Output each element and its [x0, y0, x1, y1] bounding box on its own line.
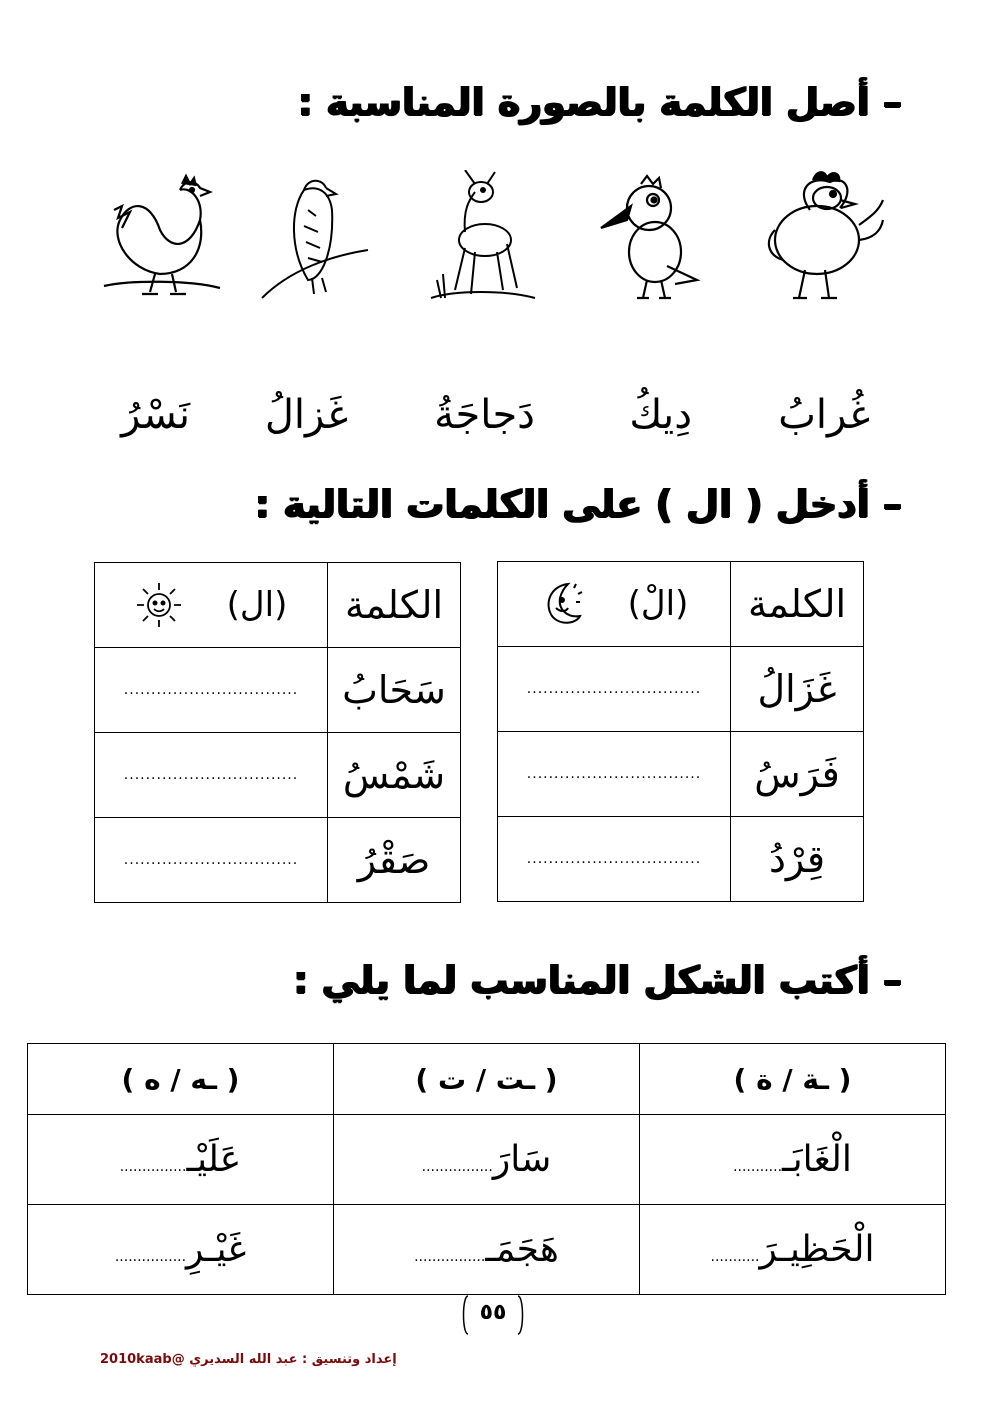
exercise-word: الْغَابَـ	[782, 1139, 852, 1180]
table-row	[95, 648, 461, 733]
rooster-picture[interactable]	[755, 170, 885, 305]
exercise-cell[interactable]	[28, 1205, 334, 1295]
word-cell: غَزَالُ	[731, 647, 864, 732]
answer-blank[interactable]: ................................	[95, 818, 328, 903]
al-label: (الْ)	[627, 584, 689, 624]
col-word-header: الكلمة	[731, 562, 864, 647]
answer-blank[interactable]: ...........	[733, 1159, 783, 1175]
al-label: (ال)	[226, 585, 288, 625]
shape-table	[27, 1043, 946, 1295]
words-row	[110, 392, 870, 452]
answer-blank[interactable]: ................................	[498, 732, 731, 817]
answer-blank[interactable]: ................	[114, 1249, 187, 1265]
table-header-row	[498, 562, 864, 647]
word-ghurab[interactable]: غُرابُ	[778, 392, 870, 438]
word-deek[interactable]: دِيكُ	[629, 392, 692, 438]
word-ghazal[interactable]: غَزالُ	[264, 392, 348, 438]
page-number-text: ٥٥	[479, 1300, 507, 1325]
word-cell: سَحَابُ	[328, 648, 461, 733]
table-row	[28, 1115, 946, 1205]
answer-blank[interactable]: ...............	[119, 1159, 187, 1175]
exercise-cell[interactable]	[28, 1115, 334, 1205]
word-cell: شَمْسُ	[328, 733, 461, 818]
word-cell: فَرَسُ	[731, 732, 864, 817]
deer-picture[interactable]	[425, 170, 540, 305]
crow-picture[interactable]	[597, 170, 707, 305]
hen-picture[interactable]	[100, 170, 225, 305]
answer-blank[interactable]: ................................	[95, 733, 328, 818]
section3-heading: – أكتب الشكل المناسب لما يلي :	[293, 958, 902, 1002]
word-dajaja[interactable]: دَجاجَةُ	[434, 392, 535, 438]
header-ta-marbuta: ( ـة / ة )	[640, 1044, 946, 1115]
table-row	[95, 818, 461, 903]
table-row	[498, 732, 864, 817]
table-header-row	[28, 1044, 946, 1115]
header-ha: ( ـه / ه )	[28, 1044, 334, 1115]
col-al-header	[95, 563, 328, 648]
col-al-header	[498, 562, 731, 647]
exercise-cell[interactable]	[640, 1205, 946, 1295]
answer-blank[interactable]: ................................	[95, 648, 328, 733]
sun-icon	[135, 581, 183, 629]
answer-blank[interactable]: ................................	[498, 817, 731, 902]
exercise-word: الْحَظِيـرَ	[759, 1229, 875, 1270]
page-number	[458, 1294, 528, 1336]
answer-blank[interactable]: ................................	[498, 647, 731, 732]
exercise-cell[interactable]	[334, 1205, 640, 1295]
table-header-row	[95, 563, 461, 648]
table-row	[498, 817, 864, 902]
table-row	[498, 647, 864, 732]
answer-blank[interactable]: ................	[414, 1249, 486, 1265]
exercise-word: عَلَيْـ	[186, 1139, 242, 1180]
al-table-moon	[497, 561, 864, 902]
exercise-word: هَجَمَـ	[485, 1229, 559, 1270]
pictures-row	[100, 170, 900, 310]
word-cell: قِرْدُ	[731, 817, 864, 902]
word-nasr[interactable]: نَسْرُ	[121, 392, 190, 438]
header-ta-maftuha: ( ـت / ت )	[334, 1044, 640, 1115]
answer-blank[interactable]: ................	[421, 1159, 493, 1175]
eagle-picture[interactable]	[260, 170, 370, 305]
col-word-header: الكلمة	[328, 563, 461, 648]
al-table-sun	[94, 562, 461, 903]
table-row	[28, 1205, 946, 1295]
section2-heading: – أدخل ( ال ) على الكلمات التالية :	[254, 482, 902, 526]
word-cell: صَقْرُ	[328, 818, 461, 903]
table-row	[95, 733, 461, 818]
answer-blank[interactable]: ...........	[710, 1249, 760, 1265]
exercise-cell[interactable]	[640, 1115, 946, 1205]
exercise-cell[interactable]	[334, 1115, 640, 1205]
credit-line: إعداد وتنسيق : عبد الله السديري @2010kaab	[100, 1352, 397, 1367]
section1-heading: – أصل الكلمة بالصورة المناسبة :	[297, 80, 902, 124]
exercise-word: غَيْـرِ	[186, 1229, 247, 1270]
exercise-word: سَارَ	[492, 1139, 552, 1180]
moon-icon	[540, 580, 584, 628]
